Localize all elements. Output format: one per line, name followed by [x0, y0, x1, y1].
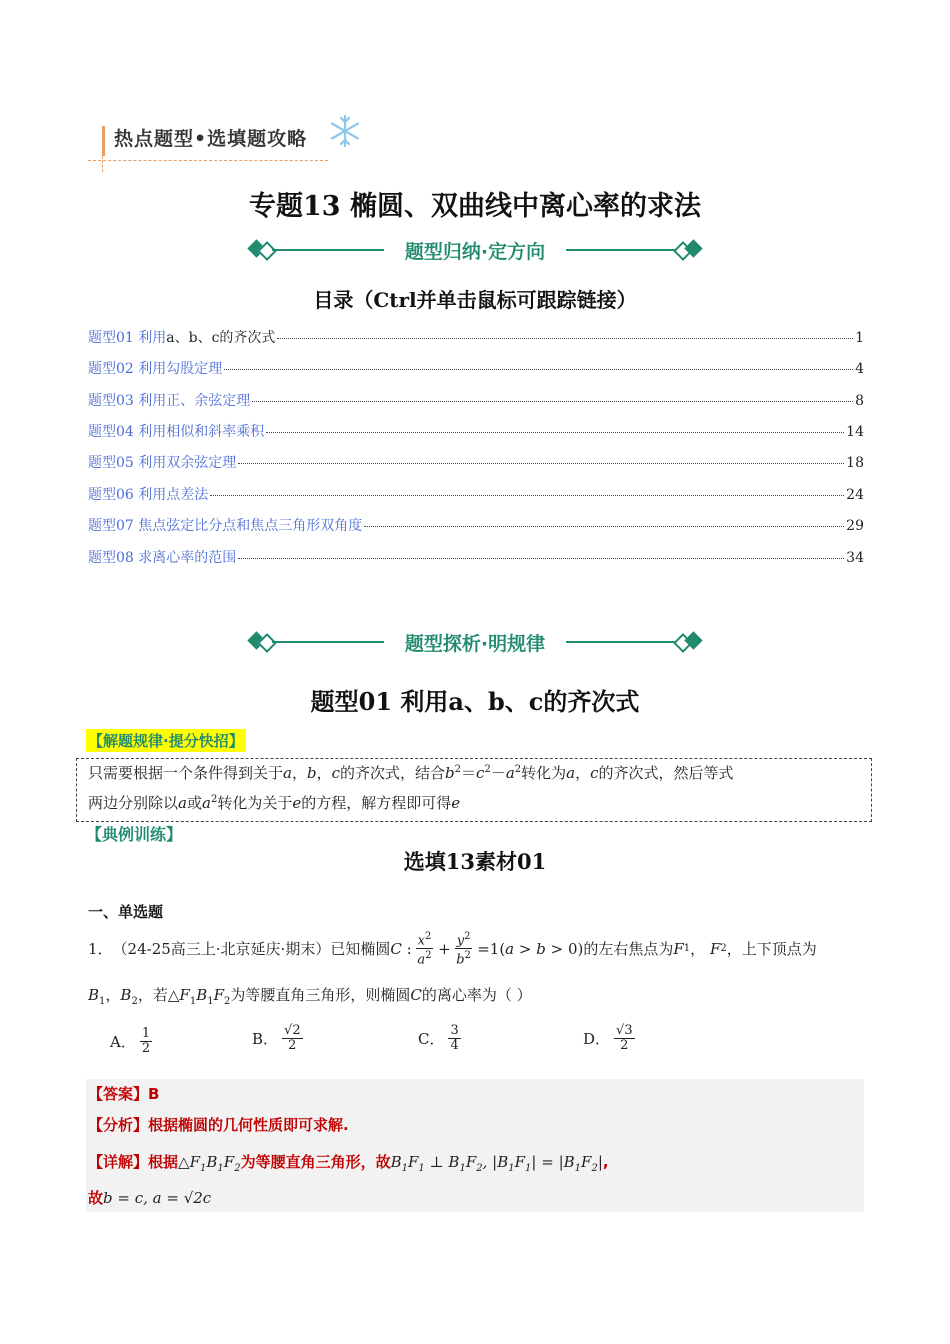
sub-title: 选填13素材01: [403, 849, 547, 874]
page-title: 专题13 椭圆、双曲线中离心率的求法: [249, 191, 701, 222]
banner-analysis: [246, 628, 704, 656]
toc-item[interactable]: 题型04 利用相似和斜率乘积 14: [88, 424, 864, 440]
tip-line-2: 两边分别除以a或$a^2$转化为关于e的方程，解方程即可得e: [88, 794, 461, 812]
header-tag: 热点题型•选填题攻略: [114, 128, 308, 150]
header-dash-line: [88, 160, 328, 161]
toc-item[interactable]: 题型07 焦点弦定比分点和焦点三角形双角度 29: [88, 518, 864, 534]
section-title: 题型01 利用a、b、c的齐次式: [310, 687, 640, 716]
question-heading: 一、单选题: [88, 903, 164, 921]
question-line-2: $B_1$，$B_2$，若$\triangle F_1B_1F_2$为等腰直角三角形，则椭圆C的离心率为（ ）: [88, 986, 532, 1007]
toc-item[interactable]: 题型05 利用双余弦定理 18: [88, 455, 864, 471]
answer-line: 【答案】B: [88, 1085, 160, 1103]
tip-line-1: 只需要根据一个条件得到关于a，b，c的齐次式，结合$b^2=c^2-a^2$转化为a，c的齐次式，然后等式: [88, 764, 734, 782]
tip-label: 【解题规律·提分快招】: [86, 729, 246, 752]
toc-item[interactable]: 题型08 求离心率的范围 34: [88, 550, 864, 566]
toc-item[interactable]: 题型06 利用点差法 24: [88, 487, 864, 503]
option-c[interactable]: C． $\frac{3}{4}$: [418, 1023, 459, 1053]
header-vdash: [102, 156, 103, 172]
banner-summary-text: 题型归纳·定方向: [404, 241, 546, 263]
detail-line-2: 故b = c, a = √2c: [88, 1189, 212, 1207]
toc-title: 目录（Ctrl并单击鼠标可跟踪链接）: [313, 288, 637, 312]
toc-item[interactable]: 题型03 利用正、余弦定理 8: [88, 393, 864, 409]
header-accent-bar: [102, 126, 105, 156]
analysis-line: 【分析】根据椭圆的几何性质即可求解.: [88, 1116, 349, 1134]
banner-analysis-text: 题型探析·明规律: [404, 633, 546, 655]
option-d[interactable]: D． $\frac{√3}{2}$: [583, 1023, 633, 1053]
option-b[interactable]: B． $\frac{√2}{2}$: [252, 1023, 301, 1053]
snowflake-icon: [328, 114, 362, 148]
question-line-1: 1． （24-25高三上·北京延庆·期末）已知椭圆 C : $\frac{x^2}{a^2}$ + $\frac{y^2}{b^2}$ =1( a > b > 0) 的左右焦点为 F 1 ， F 2 ， 上下顶点为: [88, 931, 817, 968]
toc-item[interactable]: 题型02 利用勾股定理 4: [88, 361, 864, 377]
toc-item[interactable]: 题型01 利用a、b、c的齐次式 1: [88, 330, 864, 346]
option-a[interactable]: A． $\frac{1}{2}$: [110, 1026, 151, 1056]
detail-line: 【详解】根据$\triangle F_1B_1F_2$为等腰直角三角形，故$B_1F_1$ ⊥ $B_1F_2$, $|B_1F_1| = |B_1F_2|$,: [88, 1153, 609, 1174]
banner-summary: [246, 236, 704, 264]
example-label: 【典例训练】: [86, 825, 183, 844]
